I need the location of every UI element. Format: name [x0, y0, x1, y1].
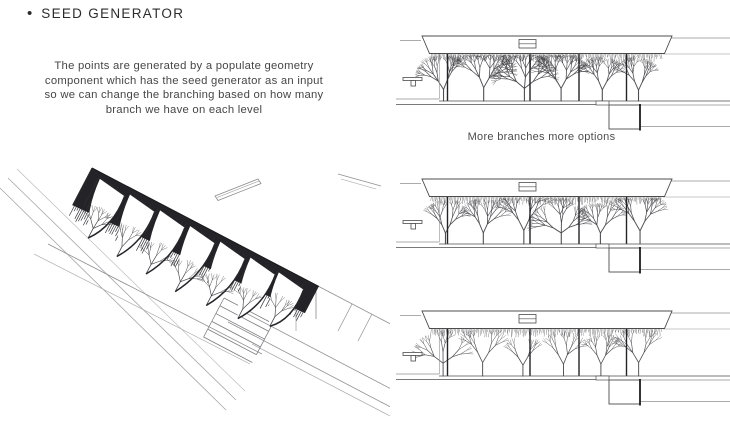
elevation-drawing-medium-branches — [393, 168, 730, 280]
elevation-drawing-fewest-branches — [393, 300, 730, 412]
description-line: branch we have on each level — [105, 103, 263, 116]
perspective-canopy-drawing — [0, 148, 390, 426]
branches-caption: More branches more options — [467, 131, 616, 143]
description-paragraph — [28, 59, 340, 117]
description-line: component which has the seed generator as an input — [44, 74, 324, 87]
description-line: so we can change the branching based on how many — [44, 89, 324, 102]
title-text: SEED GENERATOR — [41, 6, 185, 21]
page-title — [27, 6, 184, 21]
elevation-drawing-most-branches — [393, 25, 730, 137]
description-line: The points are generated by a populate geometry — [54, 60, 314, 72]
title-bullet: • — [27, 5, 33, 22]
